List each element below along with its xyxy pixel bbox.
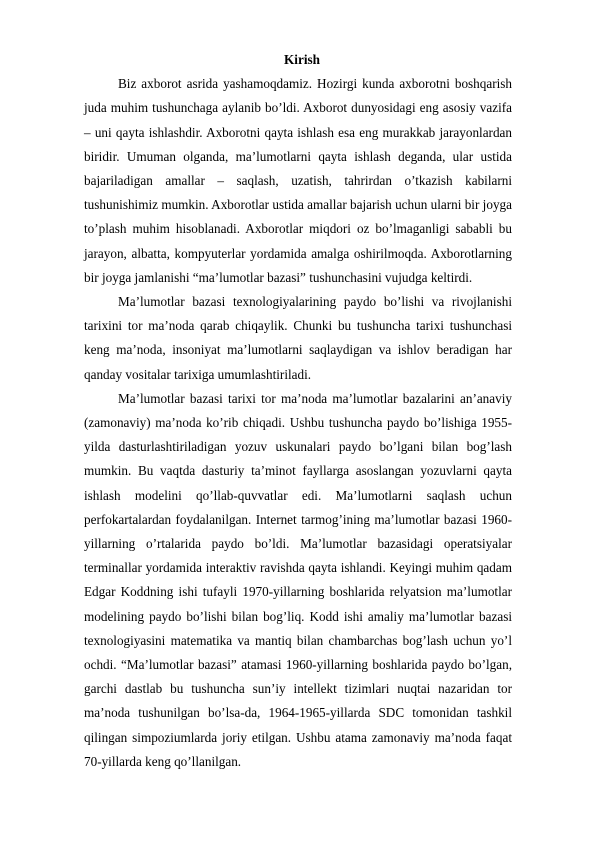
- document-page: [84, 48, 512, 774]
- paragraph-history-details: Ma’lumotlar bazasi tarixi tor ma’noda ma’lumotlar bazalarini an’anaviy (zamonaviy) ma’noda ko’rib chiqadi. Ushbu tushuncha paydo bo’lishiga 1955-yilda dasturlashtiriladigan yozuv uskunalari paydo bo’lgani bilan bog’lash mumkin. Bu vaqtda dasturiy ta’minot fayllarga asoslangan yozuvlarni qayta ishlash modelini qo’llab-quvvatlar edi. Ma’lumotlarni saqlash uchun perfokartalardan foydalanilgan. Internet tarmog’ining ma’lumotlar bazasi 1960-yillarning o’rtalarida paydo bo’ldi. Ma’lumotlar bazasidagi operatsiyalar terminallar yordamida interaktiv ravishda qayta ishlandi. Keyingi muhim qadam Edgar Koddning ishi tufayli 1970-yillarning boshlarida relyatsion ma’lumotlar modelining paydo bo’lishi bilan bog’liq. Kodd ishi amaliy ma’lumotlar bazasi texnologiyasini matematika va mantiq bilan chambarchas bog’lash uchun yo’l ochdi. “Ma’lumotlar bazasi” atamasi 1960-yillarning boshlarida paydo bo’lgan, garchi dastlab bu tushuncha sun’iy intellekt tizimlari nuqtai nazaridan tor ma’noda tushunilgan bo’lsa-da, 1964-1965-yillarda SDC tomonidan tashkil qilingan simpoziumlarda joriy etilgan. Ushbu atama zamonaviy ma’noda faqat 70-yillarda keng qo’llanilgan.: [84, 390, 512, 769]
- paragraph-intro: Biz axborot asrida yashamoqdamiz. Hozirgi kunda axborotni boshqarish juda muhim tushunchaga aylanib bo’ldi. Axborot dunyosidagi eng asosiy vazifa – uni qayta ishlashdir. Axborotni qayta ishlash esa eng murakkab jarayonlardan biridir. Umuman olganda, ma’lumotlarni qayta ishlash deganda, ular ustida bajariladigan amallar – saqlash, uzatish, tahrirdan o’tkazish kabilarni tushunishimiz mumkin. Axborotlar ustida amallar bajarish uchun ularni bir joyga to’plash muhim hisoblanadi. Axborotlar miqdori oz bo’lmaganligi sababli bu jarayon, albatta, kompyuterlar yordamida amalga oshirilmoqda. Axborotlarning bir joyga jamlanishi “ma’lumotlar bazasi” tushunchasini vujudga keltirdi.: [84, 76, 512, 285]
- page-title: Kirish: [284, 52, 320, 67]
- paragraph-history-narrow: Ma’lumotlar bazasi texnologiyalarining paydo bo’lishi va rivojlanishi tarixini tor ma’noda qarab chiqaylik. Chunki bu tushuncha tarixi tushunchasi keng ma’noda, insoniyat ma’lumotlarni saqlaydigan va ishlov beradigan har qanday vositalar tarixiga umumlashtiriladi.: [84, 294, 512, 382]
